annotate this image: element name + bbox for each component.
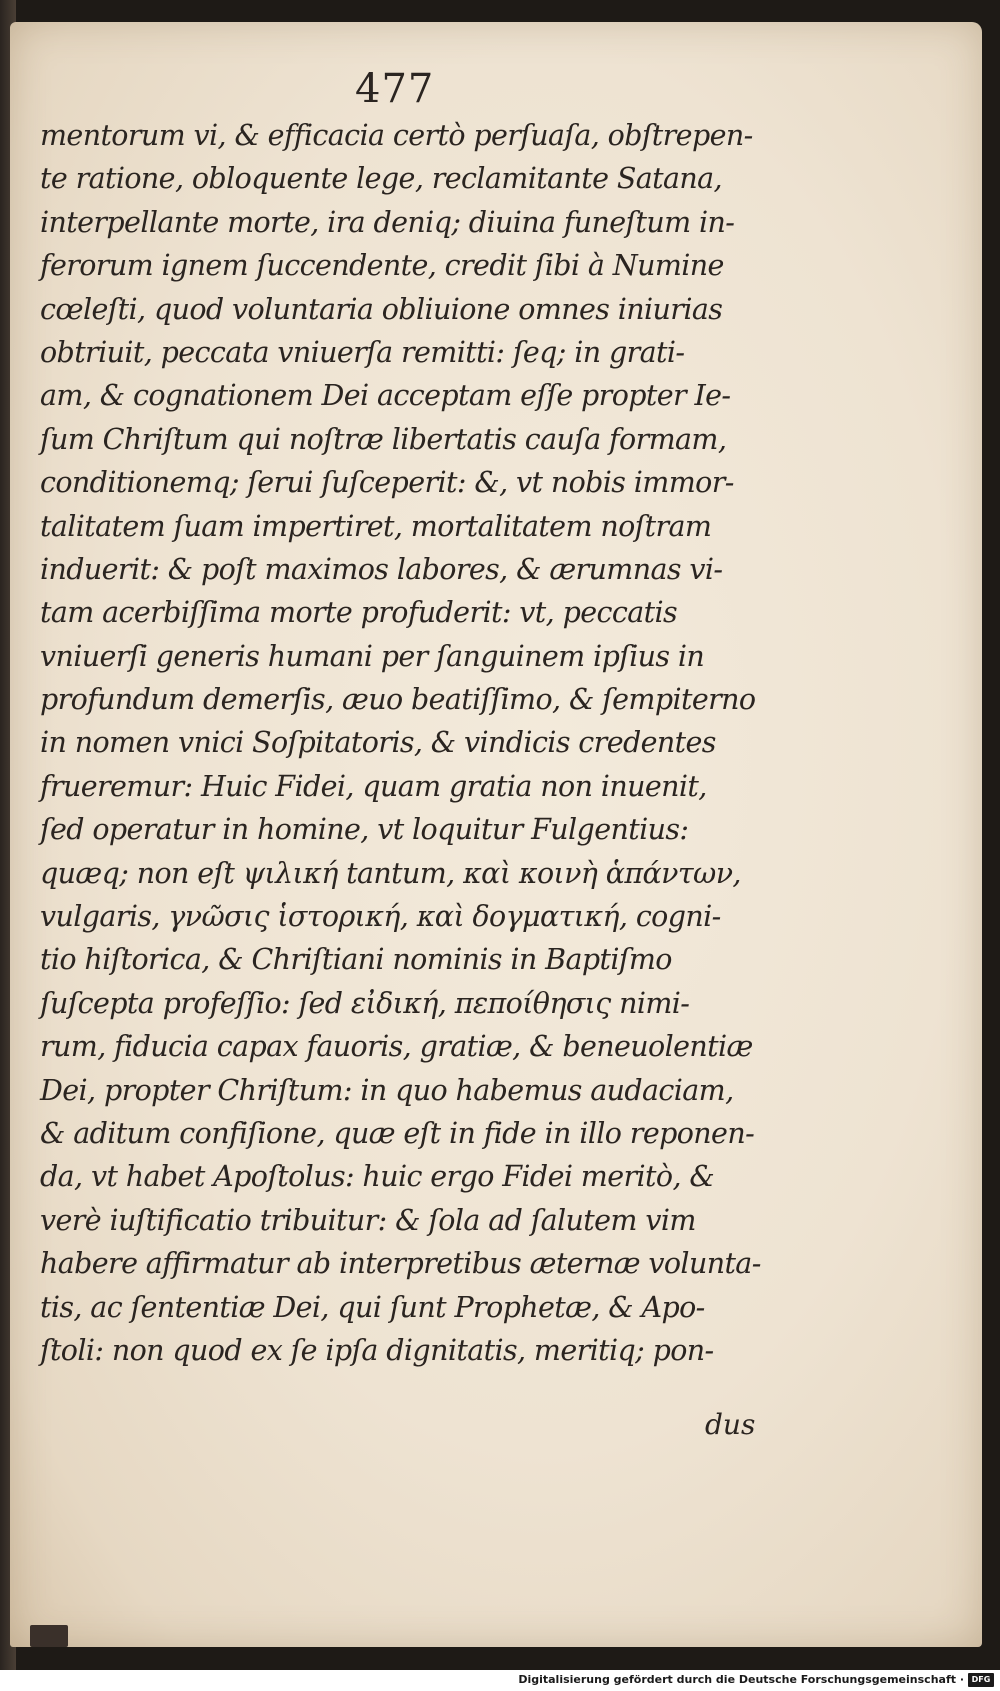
text-line: obtriuit, peccata vniuerſa remitti: ſeq; in grati- xyxy=(40,335,685,369)
catchword: dus xyxy=(705,1408,756,1441)
dfg-logo-icon: DFG xyxy=(968,1673,994,1687)
funding-credit: Digitalisierung gefördert durch die Deutsche Forschungsgemeinschaft · xyxy=(518,1673,964,1686)
text-line: am, & cognationem Dei acceptam eſſe propter Ie- xyxy=(40,379,731,413)
text-line: in nomen vnici Soſpitatoris, & vindicis credentes xyxy=(40,726,716,760)
text-line: quæq; non eſt ψιλική tantum, καὶ κοινὴ ἁπάντων, xyxy=(40,856,741,890)
text-line: ſtoli: non quod ex ſe ipſa dignitatis, meritiq; pon- xyxy=(40,1333,714,1367)
text-line: cœleſti, quod voluntaria obliuione omnes iniurias xyxy=(40,292,723,326)
text-line: frueremur: Huic Fidei, quam gratia non inuenit, xyxy=(40,769,707,803)
text-line: interpellante morte, ira deniq; diuina funeſtum in- xyxy=(40,205,735,239)
page-number: 477 xyxy=(355,66,435,112)
page-edge-mark xyxy=(30,1625,68,1647)
text-line: conditionemq; ſerui ſuſceperit: &, vt nobis immor- xyxy=(40,466,734,500)
text-line: ferorum ignem ſuccendente, credit ſibi à Numine xyxy=(40,249,724,283)
text-line: da, vt habet Apoſtolus: huic ergo Fidei meritò, & xyxy=(40,1160,715,1194)
text-line: tis, ac ſententiæ Dei, qui ſunt Prophetæ, & Apo- xyxy=(40,1290,705,1324)
text-line: vniuerſi generis humani per ſanguinem ipſius in xyxy=(40,639,705,673)
text-line: profundum demerſis, æuo beatiſſimo, & ſempiterno xyxy=(40,683,756,717)
text-line: te ratione, obloquente lege, reclamitante Satana, xyxy=(40,162,722,196)
text-line: tio hiſtorica, & Chriſtiani nominis in Baptiſmo xyxy=(40,943,672,977)
body-text xyxy=(40,114,770,1372)
text-line: talitatem ſuam impertiret, mortalitatem noſtram xyxy=(40,509,712,543)
text-line: Dei, propter Chriſtum: in quo habemus audaciam, xyxy=(40,1073,734,1107)
text-line: mentorum vi, & efficacia certò perſuaſa, obſtrepen- xyxy=(40,119,753,152)
text-line: vulgaris, γνῶσις ἱστορική, καὶ δογματική, cogni- xyxy=(40,900,721,934)
text-line: ſuſcepta profeſſio: ſed εἰδική, πεποίθησις nimi- xyxy=(40,986,690,1020)
text-line: verè iuſtificatio tribuitur: & ſola ad ſalutem vim xyxy=(40,1203,696,1237)
paper-page xyxy=(10,22,982,1647)
text-line: induerit: & poſt maximos labores, & ærumnas vi- xyxy=(40,552,723,586)
text-line: ſum Chriſtum qui noſtræ libertatis cauſa formam, xyxy=(40,422,727,456)
text-line: rum, fiducia capax fauoris, gratiæ, & beneuolentiæ xyxy=(40,1030,753,1064)
footer-bar xyxy=(0,1670,1000,1691)
text-line: ſed operatur in homine, vt loquitur Fulgentius: xyxy=(40,813,689,847)
text-line: & aditum confiſione, quæ eſt in fide in illo reponen- xyxy=(40,1116,755,1150)
text-line: habere affirmatur ab interpretibus æternæ volunta- xyxy=(40,1247,761,1281)
text-line: tam acerbiſſima morte profuderit: vt, peccatis xyxy=(40,596,677,630)
